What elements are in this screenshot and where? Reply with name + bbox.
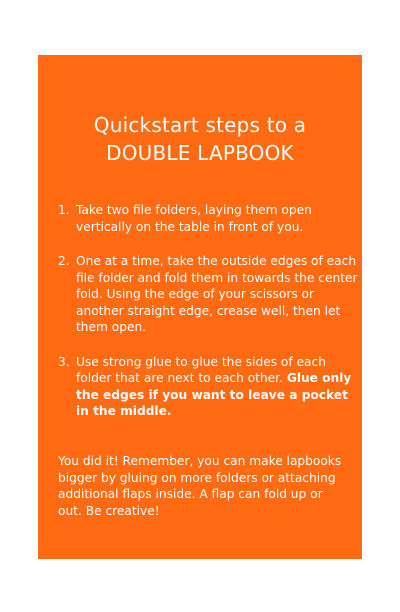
step-item: [58, 253, 358, 336]
step-number: 1.: [58, 203, 70, 217]
closing-paragraph: You did it! Remember, you can make lapbooks bigger by gluing on more folders or attaching additional flaps inside. A flap can fold up or out. Be creative!: [58, 454, 342, 518]
title-line-2: DOUBLE LAPBOOK: [106, 141, 294, 165]
step-number: 2.: [58, 254, 70, 268]
step-bold-text: Glue only the edges if you want to leave a pocket in the middle.: [76, 371, 352, 418]
instruction-card: [38, 55, 362, 559]
step-text: One at a time, take the outside edges of each file folder and fold them in towards the center fold. Using the edge of your scissors or another straight edge, crease well, then let them open.: [76, 254, 358, 334]
steps-list: [58, 202, 358, 438]
step-text: Take two file folders, laying them open vertically on the table in front of you.: [76, 203, 312, 234]
step-item: [58, 354, 358, 420]
step-text: Use strong glue to glue the sides of each folder that are next to each other.: [76, 354, 326, 385]
title-line-1: Quickstart steps to a: [93, 113, 307, 137]
step-item: [58, 202, 358, 235]
step-number: 3.: [58, 354, 70, 369]
card-title: [38, 111, 362, 167]
